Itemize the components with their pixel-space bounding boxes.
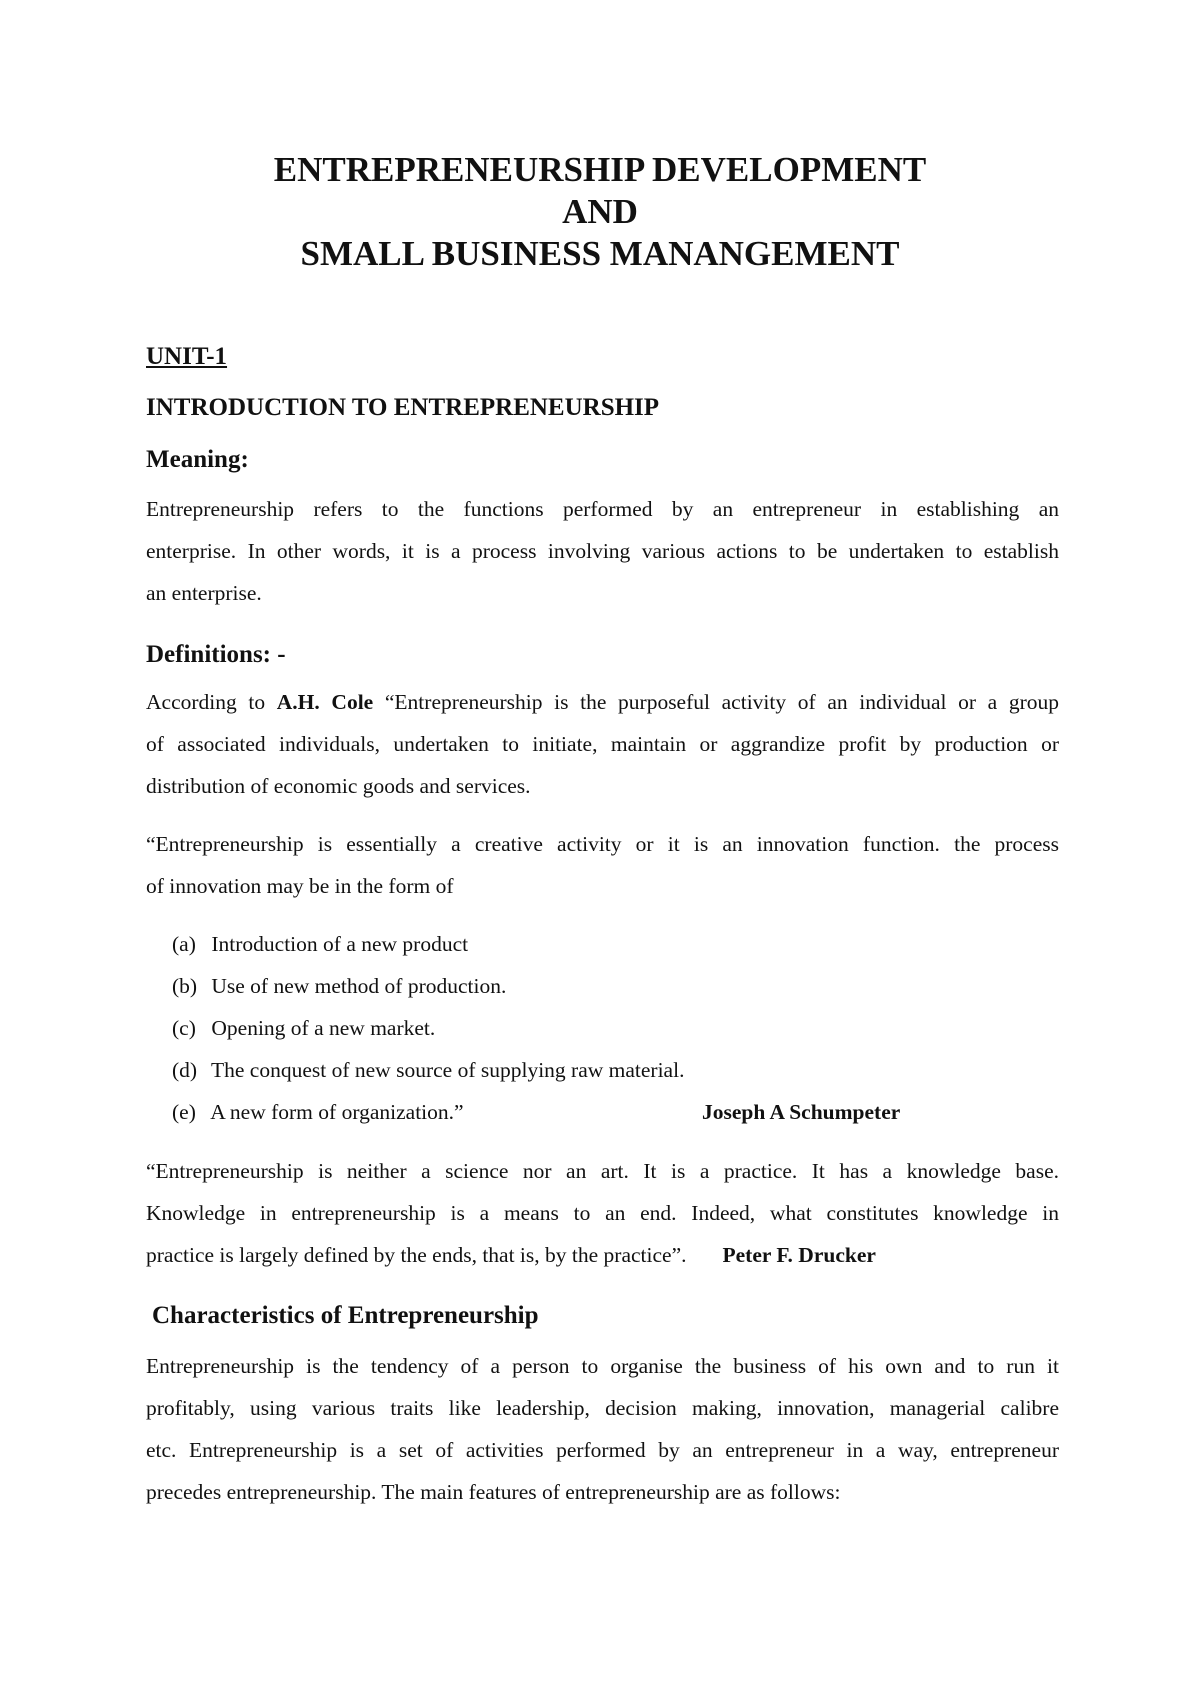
document-title-line-2: AND [562,192,638,231]
innovation-list-item [172,923,468,965]
cole-author: A.H. Cole [276,690,374,714]
drucker-line3-text: practice is largely defined by the ends, that is, by the practice”. [146,1243,687,1267]
unit-label: UNIT-1 [146,343,228,370]
characteristics-line-3: etc. Entrepreneurship is a set of activities performed by an entrepreneur in a way, entrepreneur [146,1438,1059,1462]
list-item-label: (c) [172,1016,196,1040]
characteristics-line-1: Entrepreneurship is the tendency of a person to organise the business of his own and to run it [146,1354,1059,1378]
characteristics-line-2: profitably, using various traits like leadership, decision making, innovation, managerial calibre [146,1396,1059,1420]
characteristics-line-4: precedes entrepreneurship. The main features of entrepreneurship are as follows: [146,1480,841,1504]
drucker-definition-line-3 [146,1234,1059,1276]
list-item-label: (d) [172,1058,198,1082]
drucker-author: Peter F. Drucker [722,1243,876,1267]
list-item-text: Introduction of a new product [211,932,469,956]
cole-line1-rest: “Entrepreneurship is the purposeful activity of an individual or a group [373,690,1060,714]
list-item-text: Use of new method of production. [211,974,507,998]
unit-title: INTRODUCTION TO ENTREPRENEURSHIP [146,394,660,421]
cole-definition-line-3: distribution of economic goods and services. [146,774,531,798]
innovation-list-item [172,1007,435,1049]
list-item-text: Opening of a new market. [211,1016,436,1040]
meaning-line-2: enterprise. In other words, it is a process involving various actions to be undertaken to establish [146,539,1059,563]
drucker-definition-line-1: “Entrepreneurship is neither a science nor an art. It is a practice. It has a knowledge base. [146,1159,1059,1183]
definitions-heading: Definitions: - [146,641,286,668]
list-item-label: (a) [172,932,196,956]
meaning-line-1: Entrepreneurship refers to the functions performed by an entrepreneur in establishing an [146,497,1059,521]
cole-definition-line-1 [146,681,1059,723]
list-item-label: (e) [172,1100,196,1124]
list-item-text: The conquest of new source of supplying raw material. [211,1058,685,1082]
list-item-label: (b) [172,974,198,998]
characteristics-heading: Characteristics of Entrepreneurship [152,1302,539,1329]
schumpeter-author: Joseph A Schumpeter [702,1100,901,1124]
cole-prefix: According to [146,690,277,714]
meaning-heading: Meaning: [146,446,249,473]
meaning-line-3: an enterprise. [146,581,262,605]
innovation-list-item [172,965,506,1007]
schumpeter-definition-line-2: of innovation may be in the form of [146,874,454,898]
list-item-text: A new form of organization.” [210,1100,464,1124]
schumpeter-definition-line-1: “Entrepreneurship is essentially a creative activity or it is an innovation function. the process [146,832,1059,856]
cole-definition-line-2: of associated individuals, undertaken to initiate, maintain or aggrandize profit by production or [146,732,1059,756]
document-title-line-3: SMALL BUSINESS MANANGEMENT [300,234,900,273]
innovation-list-item [172,1049,684,1091]
drucker-definition-line-2: Knowledge in entrepreneurship is a means to an end. Indeed, what constitutes knowledge in [146,1201,1059,1225]
innovation-list-item [172,1091,464,1133]
document-title-line-1: ENTREPRENEURSHIP DEVELOPMENT [273,150,927,189]
